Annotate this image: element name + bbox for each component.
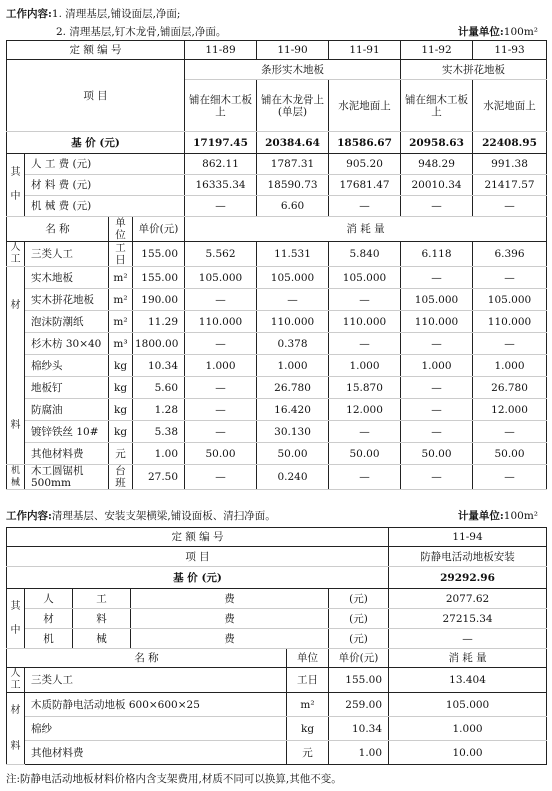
- material-value: —: [257, 289, 329, 311]
- material-value: 105.000: [257, 267, 329, 289]
- material-unit: kg: [109, 355, 133, 377]
- item-label: 项 目: [7, 60, 185, 132]
- machine-value: —: [401, 465, 473, 490]
- material-value: —: [185, 399, 257, 421]
- material-value: 110.000: [257, 311, 329, 333]
- material-price: 5.60: [133, 377, 185, 399]
- cost-value: 862.11: [185, 154, 257, 175]
- cost-row-label-a: 材: [25, 609, 73, 629]
- code-cell: 11-90: [257, 41, 329, 60]
- cost-row-label: 机 械 费 (元): [25, 196, 185, 217]
- work-content-line-3: [6, 508, 276, 523]
- cost-row-label-a: 人: [25, 589, 73, 609]
- cost-row-label-b: 械: [73, 629, 131, 649]
- material-value: 1.000: [473, 355, 547, 377]
- consume-price-header: 单价(元): [329, 649, 389, 668]
- material-value: 16.420: [257, 399, 329, 421]
- item-label: 项 目: [7, 547, 389, 567]
- base-price-value: 29292.96: [389, 567, 547, 589]
- machine-value: —: [473, 465, 547, 490]
- cost-row-label-d: (元): [329, 629, 389, 649]
- cost-value: 18590.73: [257, 175, 329, 196]
- material-name: 防腐油: [25, 399, 109, 421]
- material-name: 其他材料费: [25, 443, 109, 465]
- work-content-label: 工作内容:: [6, 8, 52, 20]
- labor-name: 三类人工: [25, 242, 109, 267]
- cost-value: 16335.34: [185, 175, 257, 196]
- work-content-line-2: 2. 清理基层,钉木龙骨,铺面层,净面。: [56, 26, 227, 38]
- unit-value: 100m²: [503, 26, 538, 38]
- cost-value: 6.60: [257, 196, 329, 217]
- material-name: 地板钉: [25, 377, 109, 399]
- labor-price: 155.00: [133, 242, 185, 267]
- material-value: —: [329, 289, 401, 311]
- material-value: 105.000: [389, 693, 547, 717]
- consume-name-header: 名 称: [7, 217, 109, 242]
- material-value: 110.000: [401, 311, 473, 333]
- cost-value: 27215.34: [389, 609, 547, 629]
- labor-value: 5.562: [185, 242, 257, 267]
- material-unit: m³: [109, 333, 133, 355]
- material-value: 50.00: [185, 443, 257, 465]
- group-header: 实木拼花地板: [401, 60, 547, 80]
- material-name: 镀锌铁丝 10#: [25, 421, 109, 443]
- material-name: 杉木枋 30×40: [25, 333, 109, 355]
- machine-unit: 台班: [109, 465, 133, 490]
- sub-header: 铺在细木工板上: [185, 80, 257, 132]
- material-value: 110.000: [473, 311, 547, 333]
- code-cell: 11-89: [185, 41, 257, 60]
- material-price: 1.00: [329, 741, 389, 765]
- material-side-label: 材 料: [7, 267, 25, 465]
- material-value: 105.000: [185, 267, 257, 289]
- cost-row-label: 人 工 费 (元): [25, 154, 185, 175]
- sub-header: 铺在细木工板上: [401, 80, 473, 132]
- material-value: 1.000: [401, 355, 473, 377]
- code-label: 定 额 编 号: [7, 528, 389, 547]
- material-value: —: [329, 421, 401, 443]
- material-value: 26.780: [473, 377, 547, 399]
- machine-side-label: 机械: [7, 465, 25, 490]
- material-price: 5.38: [133, 421, 185, 443]
- cost-value: 991.38: [473, 154, 547, 175]
- cost-value: 1787.31: [257, 154, 329, 175]
- cost-side-label: 其 中: [7, 154, 25, 217]
- machine-value: —: [185, 465, 257, 490]
- item-value: 防静电活动地板安装: [389, 547, 547, 567]
- material-value: 30.130: [257, 421, 329, 443]
- material-value: 50.00: [473, 443, 547, 465]
- material-value: —: [401, 377, 473, 399]
- code-label: 定 额 编 号: [7, 41, 185, 60]
- material-value: 12.000: [329, 399, 401, 421]
- labor-value: 6.396: [473, 242, 547, 267]
- cost-row-label-b: 工: [73, 589, 131, 609]
- cost-row-label-c: 费: [131, 589, 329, 609]
- material-price: 190.00: [133, 289, 185, 311]
- cost-row-label-b: 料: [73, 609, 131, 629]
- material-value: 0.378: [257, 333, 329, 355]
- cost-value: —: [389, 629, 547, 649]
- quota-table-1: [6, 40, 547, 490]
- material-value: 105.000: [401, 289, 473, 311]
- labor-unit: 工日: [287, 668, 329, 693]
- material-value: 26.780: [257, 377, 329, 399]
- machine-price: 27.50: [133, 465, 185, 490]
- unit-label: 计量单位:: [457, 26, 504, 38]
- material-unit: kg: [109, 377, 133, 399]
- base-price-value: 17197.45: [185, 132, 257, 154]
- material-unit: 元: [109, 443, 133, 465]
- material-price: 1.28: [133, 399, 185, 421]
- material-value: —: [185, 333, 257, 355]
- material-value: —: [185, 377, 257, 399]
- labor-value: 11.531: [257, 242, 329, 267]
- consume-name-header: 名 称: [7, 649, 287, 668]
- material-side-label: 材 料: [7, 693, 25, 765]
- base-price-label: 基 价 (元): [7, 132, 185, 154]
- labor-unit: 工日: [109, 242, 133, 267]
- material-value: —: [401, 333, 473, 355]
- material-value: 1.000: [389, 717, 547, 741]
- consume-unit-header: 单位: [287, 649, 329, 668]
- consume-price-header: 单价(元): [133, 217, 185, 242]
- cost-value: 20010.34: [401, 175, 473, 196]
- base-price-value: 22408.95: [473, 132, 547, 154]
- labor-value: 5.840: [329, 242, 401, 267]
- base-price-value: 20384.64: [257, 132, 329, 154]
- consume-unit-header: 单位: [109, 217, 133, 242]
- code-cell: 11-92: [401, 41, 473, 60]
- material-price: 10.34: [133, 355, 185, 377]
- sub-header: 铺在木龙骨上(单层): [257, 80, 329, 132]
- cost-value: —: [329, 196, 401, 217]
- cost-value: 17681.47: [329, 175, 401, 196]
- footnote: 注:防静电活动地板材料价格内含支架费用,材质不同可以换算,其他不变。: [6, 773, 342, 785]
- base-price-value: 18586.67: [329, 132, 401, 154]
- material-unit: kg: [109, 399, 133, 421]
- material-value: 1.000: [185, 355, 257, 377]
- quota-table-2: [6, 527, 547, 765]
- cost-value: —: [185, 196, 257, 217]
- base-price-value: 20958.63: [401, 132, 473, 154]
- work-content-text-3: 清理基层、安装支架横梁,铺设面板、清扫净面。: [51, 510, 276, 522]
- unit-line-1: [458, 24, 538, 39]
- material-name: 木质防静电活动地板 600×600×25: [25, 693, 287, 717]
- material-value: —: [185, 421, 257, 443]
- cost-value: 948.29: [401, 154, 473, 175]
- work-content-label: 工作内容:: [6, 510, 52, 522]
- material-value: 50.00: [401, 443, 473, 465]
- labor-value: 6.118: [401, 242, 473, 267]
- labor-name: 三类人工: [25, 668, 287, 693]
- unit-line-2: [458, 508, 538, 523]
- material-name: 棉纱头: [25, 355, 109, 377]
- unit-value: 100m²: [503, 510, 538, 522]
- material-unit: m²: [287, 693, 329, 717]
- material-value: —: [473, 267, 547, 289]
- material-value: 1.000: [329, 355, 401, 377]
- material-unit: 元: [287, 741, 329, 765]
- cost-value: 905.20: [329, 154, 401, 175]
- material-price: 1.00: [133, 443, 185, 465]
- material-price: 1800.00: [133, 333, 185, 355]
- material-price: 155.00: [133, 267, 185, 289]
- machine-name: 木工圆锯机 500mm: [25, 465, 109, 490]
- material-value: —: [473, 333, 547, 355]
- material-value: 110.000: [185, 311, 257, 333]
- material-price: 11.29: [133, 311, 185, 333]
- material-value: 12.000: [473, 399, 547, 421]
- material-value: —: [401, 421, 473, 443]
- code-cell: 11-94: [389, 528, 547, 547]
- material-price: 259.00: [329, 693, 389, 717]
- base-price-label: 基 价 (元): [7, 567, 389, 589]
- work-content-text-1: 1. 清理基层,铺设面层,净面;: [51, 8, 181, 20]
- group-header: 条形实木地板: [185, 60, 401, 80]
- material-name: 其他材料费: [25, 741, 287, 765]
- cost-row-label-c: 费: [131, 609, 329, 629]
- consume-header: 消 耗 量: [389, 649, 547, 668]
- material-name: 实木地板: [25, 267, 109, 289]
- labor-price: 155.00: [329, 668, 389, 693]
- code-cell: 11-91: [329, 41, 401, 60]
- machine-value: —: [329, 465, 401, 490]
- material-name: 泡沫防潮纸: [25, 311, 109, 333]
- labor-side-label: 人工: [7, 668, 25, 693]
- code-cell: 11-93: [473, 41, 547, 60]
- cost-row-label-c: 费: [131, 629, 329, 649]
- material-price: 10.34: [329, 717, 389, 741]
- material-unit: m²: [109, 289, 133, 311]
- material-value: —: [401, 399, 473, 421]
- material-unit: kg: [109, 421, 133, 443]
- machine-value: 0.240: [257, 465, 329, 490]
- sub-header: 水泥地面上: [329, 80, 401, 132]
- material-value: 105.000: [473, 289, 547, 311]
- labor-side-label: 人工: [7, 242, 25, 267]
- material-value: —: [473, 421, 547, 443]
- material-value: —: [329, 333, 401, 355]
- sub-header: 水泥地面上: [473, 80, 547, 132]
- material-value: 15.870: [329, 377, 401, 399]
- cost-value: —: [401, 196, 473, 217]
- material-name: 棉纱: [25, 717, 287, 741]
- material-value: —: [185, 289, 257, 311]
- cost-side-label: 其 中: [7, 589, 25, 649]
- unit-label: 计量单位:: [457, 510, 504, 522]
- material-value: 50.00: [329, 443, 401, 465]
- material-value: —: [401, 267, 473, 289]
- material-value: 50.00: [257, 443, 329, 465]
- cost-row-label-d: (元): [329, 589, 389, 609]
- material-unit: kg: [287, 717, 329, 741]
- material-value: 105.000: [329, 267, 401, 289]
- consume-header: 消 耗 量: [185, 217, 547, 242]
- cost-value: 2077.62: [389, 589, 547, 609]
- cost-value: 21417.57: [473, 175, 547, 196]
- labor-value: 13.404: [389, 668, 547, 693]
- cost-row-label-a: 机: [25, 629, 73, 649]
- material-unit: m²: [109, 267, 133, 289]
- material-value: 110.000: [329, 311, 401, 333]
- material-value: 10.00: [389, 741, 547, 765]
- work-content-line-1: [6, 6, 180, 21]
- material-unit: m²: [109, 311, 133, 333]
- material-name: 实木拼花地板: [25, 289, 109, 311]
- cost-value: —: [473, 196, 547, 217]
- cost-row-label-d: (元): [329, 609, 389, 629]
- cost-row-label: 材 料 费 (元): [25, 175, 185, 196]
- material-value: 1.000: [257, 355, 329, 377]
